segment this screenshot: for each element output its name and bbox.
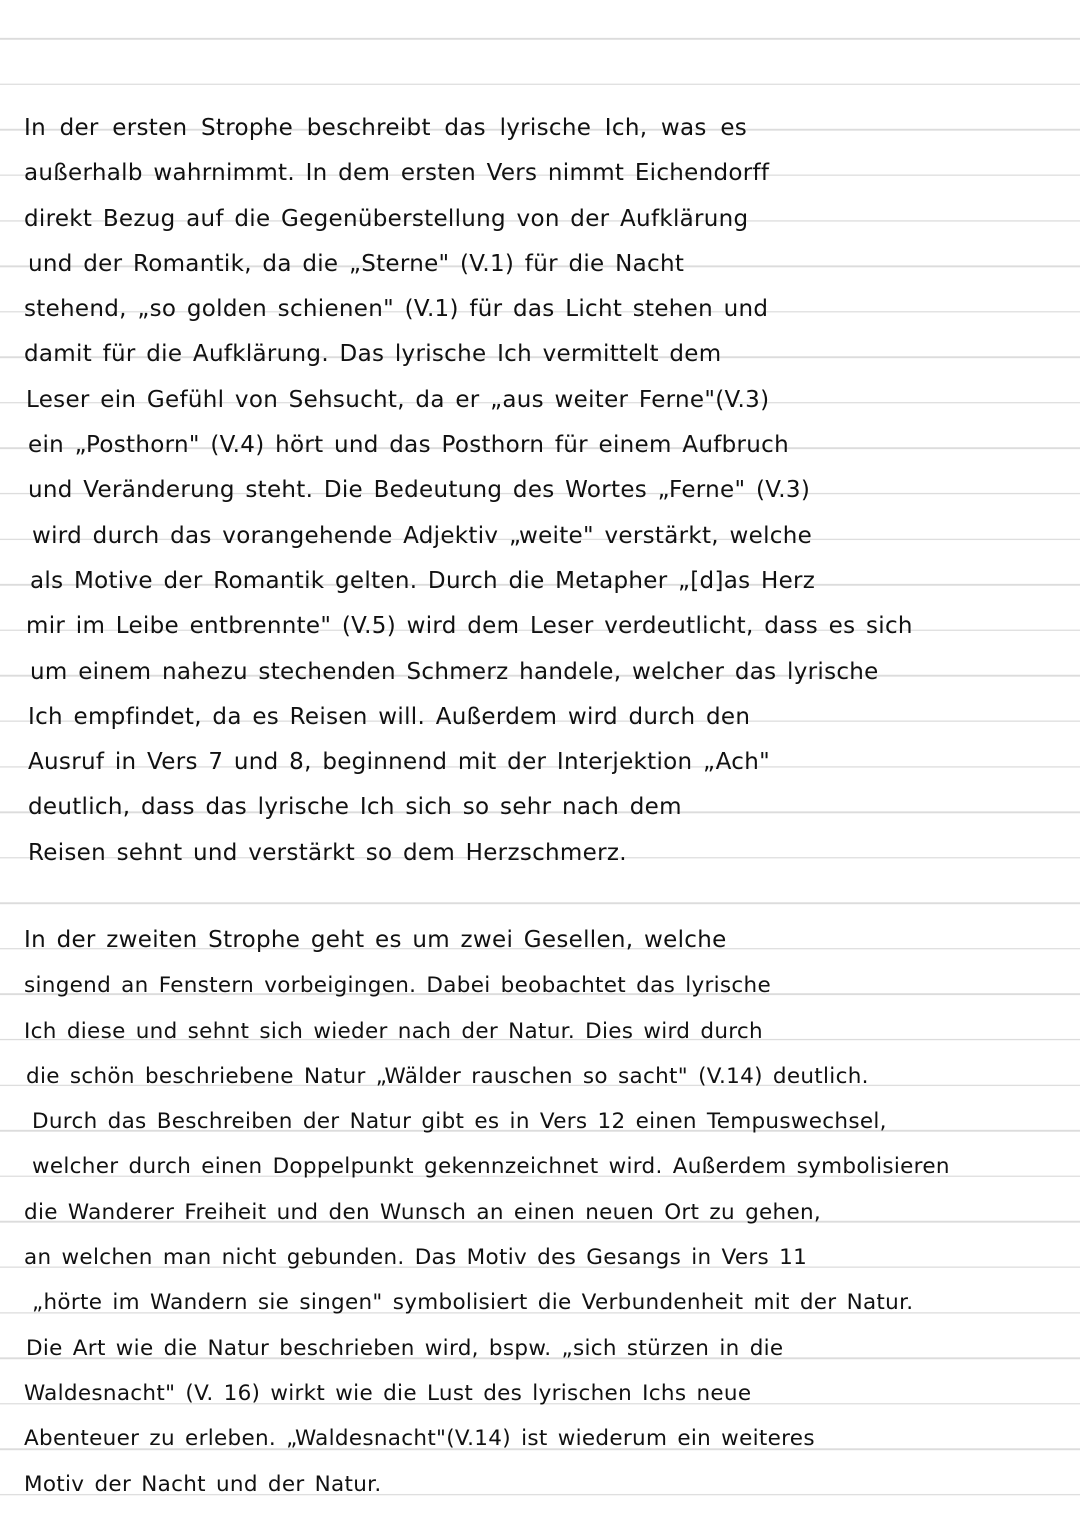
- text-line: außerhalb wahrnimmt. In dem ersten Vers nimmt Eichendorff: [24, 160, 770, 187]
- text-line: In der ersten Strophe beschreibt das lyrische Ich, was es: [24, 115, 748, 141]
- text-line: damit für die Aufklärung. Das lyrische Ich vermittelt dem: [24, 341, 722, 368]
- text-line: und Veränderung steht. Die Bedeutung des Wortes „Ferne" (V.3): [28, 477, 811, 504]
- text-line: „hörte im Wandern sie singen" symbolisiert die Verbundenheit mit der Natur.: [32, 1290, 914, 1316]
- text-line: welcher durch einen Doppelpunkt gekennzeichnet wird. Außerdem symbolisieren: [32, 1154, 950, 1180]
- text-line: wird durch das vorangehende Adjektiv „weite" verstärkt, welche: [32, 522, 813, 549]
- text-line: Reisen sehnt und verstärkt so dem Herzschmerz.: [28, 839, 627, 866]
- text-line: Ich diese und sehnt sich wieder nach der Natur. Dies wird durch: [24, 1018, 763, 1044]
- text-line: Ich empfindet, da es Reisen will. Außerdem wird durch den: [28, 703, 751, 730]
- paragraph-second-stanza-analysis: [24, 918, 1054, 1507]
- text-line: die Wanderer Freiheit und den Wunsch an einen neuen Ort zu gehen,: [24, 1199, 822, 1225]
- text-line: Leser ein Gefühl von Sehsucht, da er „aus weiter Ferne"(V.3): [26, 386, 770, 413]
- text-line: Die Art wie die Natur beschrieben wird, bspw. „sich stürzen in die: [26, 1335, 784, 1361]
- text-line: singend an Fenstern vorbeigingen. Dabei beobachtet das lyrische: [24, 973, 772, 999]
- text-line: und der Romantik, da die „Sterne" (V.1) für die Nacht: [28, 250, 685, 277]
- text-line: mir im Leibe entbrennte" (V.5) wird dem Leser verdeutlicht, dass es sich: [26, 613, 913, 640]
- text-line: an welchen man nicht gebunden. Das Motiv des Gesangs in Vers 11: [24, 1245, 808, 1271]
- text-line: Durch das Beschreiben der Natur gibt es in Vers 12 einen Tempuswechsel,: [32, 1109, 887, 1135]
- text-line: Motiv der Nacht und der Natur.: [24, 1471, 382, 1497]
- text-line: die schön beschriebene Natur „Wälder rauschen so sacht" (V.14) deutlich.: [26, 1063, 869, 1089]
- text-line: Ausruf in Vers 7 und 8, beginnend mit der Interjektion „Ach": [28, 749, 770, 776]
- text-line: Abenteuer zu erleben. „Waldesnacht"(V.14) ist wiederum ein weiteres: [24, 1426, 815, 1452]
- text-line: Waldesnacht" (V. 16) wirkt wie die Lust des lyrischen Ichs neue: [24, 1380, 752, 1406]
- text-line: In der zweiten Strophe geht es um zwei Gesellen, welche: [24, 927, 727, 953]
- text-line: ein „Posthorn" (V.4) hört und das Posthorn für einem Aufbruch: [28, 432, 789, 459]
- text-line: direkt Bezug auf die Gegenüberstellung von der Aufklärung: [24, 205, 749, 232]
- text-line: stehend, „so golden schienen" (V.1) für das Licht stehen und: [24, 296, 769, 323]
- text-line: deutlich, dass das lyrische Ich sich so sehr nach dem: [28, 794, 682, 821]
- text-line: als Motive der Romantik gelten. Durch die Metapher „[d]as Herz: [30, 567, 816, 594]
- text-line: um einem nahezu stechenden Schmerz handele, welcher das lyrische: [30, 658, 879, 685]
- paragraph-first-stanza-analysis: [24, 106, 1054, 876]
